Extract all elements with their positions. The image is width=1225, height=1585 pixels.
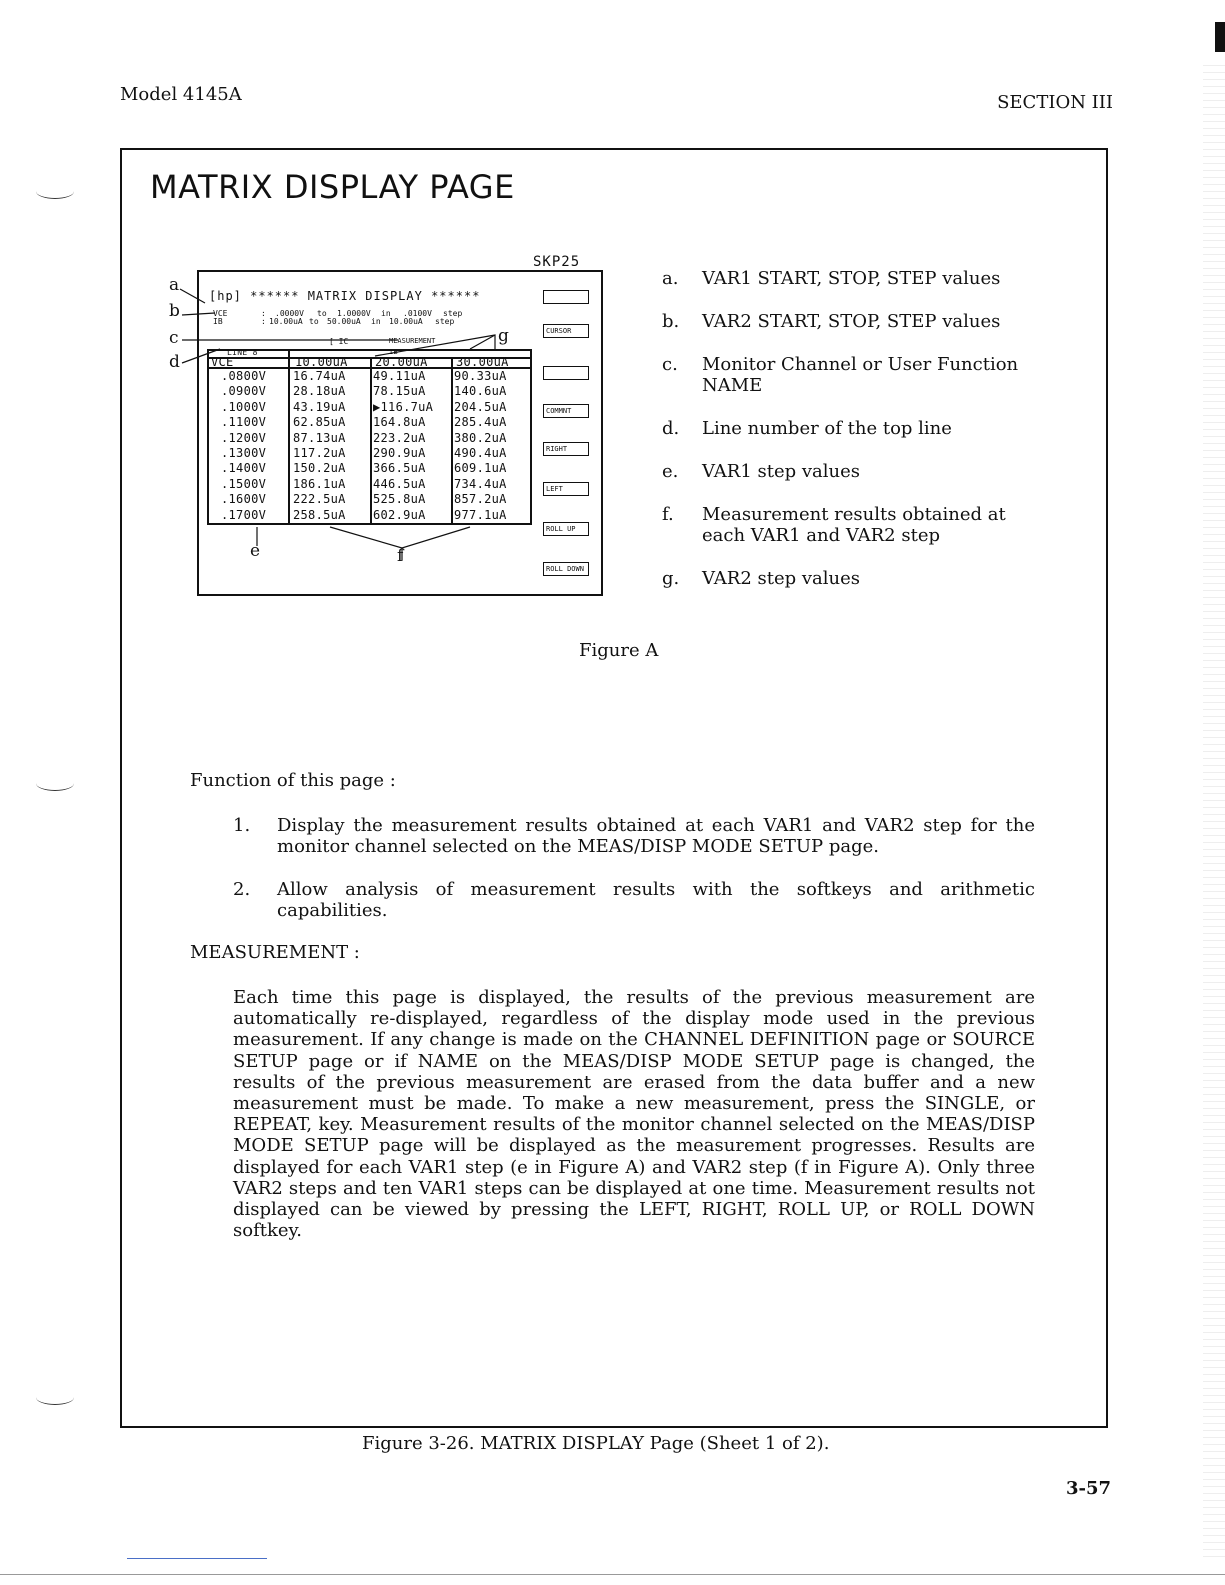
section-header: SECTION III [997, 92, 1113, 113]
callout-g: g [498, 326, 509, 346]
var2-in: in [371, 317, 381, 326]
function-text: Display the measurement results obtained at each VAR1 and VAR2 step for the monitor channel selected on the MEAS/DISP MODE SETUP page. [277, 815, 1035, 857]
legend-key: e. [662, 461, 679, 482]
figure-caption: Figure 3-26. MATRIX DISPLAY Page (Sheet 1 of 2). [362, 1433, 830, 1454]
measurement-cell: 62.85uA [293, 415, 346, 430]
var1-start: .0000V [275, 309, 304, 318]
var2-eq: : [261, 317, 266, 326]
legend-text: VAR1 step values [702, 461, 861, 482]
measurement-paragraph: Each time this page is displayed, the results of the previous measurement are automatically re-displayed, regardless of the display mode used in the previous measurement. If any change is made on the CHANNEL DEFINITION page or SOURCE SETUP page or if NAME on the MEAS/DISP MODE SETUP page is changed, the results of the previous measurement are erased from the data buffer and a new measurement must be made. To make a new measurement, press the SINGLE, or REPEAT, key. Measurement results of the monitor channel selected on the MEAS/DISP MODE SETUP page will be displayed as the measurement progresses. Results are displayed for each VAR1 step (e in Figure A) and VAR2 step (f in Figure A). Only three VAR2 steps and ten VAR1 steps can be displayed at one time. Measurement results not displayed can be viewed by pressing the LEFT, RIGHT, ROLL UP, or ROLL DOWN softkey. [233, 987, 1035, 1242]
measurement-cell: ▶116.7uA [373, 399, 434, 414]
var2-stop: 50.00uA [327, 317, 361, 326]
var2-step: 10.00uA [389, 317, 423, 326]
measurement-cell: 78.15uA [373, 384, 426, 399]
legend-text: Monitor Channel or User Function NAME [702, 354, 1019, 396]
var1-eq: : [261, 309, 266, 318]
measurement-cell: 140.6uA [454, 384, 507, 399]
measurement-cell: 977.1uA [454, 507, 507, 522]
legend-key: g. [662, 568, 680, 589]
var1-step-value: .1500V [221, 476, 267, 491]
legend-text: VAR2 step values [702, 568, 861, 589]
legend-key: d. [662, 418, 680, 439]
function-heading: Function of this page : [190, 770, 396, 791]
var2-step-unit: step [435, 317, 455, 326]
measurement-cell: 28.18uA [293, 384, 346, 399]
softkey-right[interactable]: RIGHT [543, 442, 589, 456]
legend-text: Line number of the top line [702, 418, 952, 439]
legend-key: b. [662, 311, 680, 332]
measurement-cell: 446.5uA [373, 476, 426, 491]
bottom-edge-line [0, 1574, 1225, 1575]
legend-text: Measurement results obtained at each VAR1 and VAR2 step [702, 504, 1006, 546]
var1-stop: 1.0000V [337, 309, 371, 318]
page-title: MATRIX DISPLAY PAGE [150, 168, 515, 206]
legend-text: VAR2 START, STOP, STEP values [702, 311, 1001, 332]
callout-c: c [169, 328, 179, 348]
underline-mark [127, 1558, 267, 1559]
legend-key: c. [662, 354, 678, 375]
var2-value: 30.00uA [456, 355, 509, 369]
var2-label: IB [389, 348, 399, 356]
var2-value: 20.00uA [375, 355, 428, 369]
measurement-cell: 366.5uA [373, 461, 426, 476]
measurement-cell: 49.11uA [373, 369, 426, 383]
monitor-channel-label: [ IC [329, 337, 349, 346]
model-header: Model 4145A [120, 84, 242, 105]
legend-key: a. [662, 268, 679, 289]
callout-b: b [169, 301, 180, 321]
var1-step-value: .1200V [221, 430, 267, 445]
measurement-cell: 204.5uA [454, 399, 507, 414]
var2-name: IB [213, 317, 223, 326]
measurement-cell: 223.2uA [373, 430, 426, 445]
function-number: 1. [233, 815, 251, 836]
var1-step-value: .1000V [221, 399, 267, 414]
measurement-cell: 602.9uA [373, 507, 426, 522]
page-number: 3-57 [1065, 1478, 1111, 1499]
measurement-label: MEASUREMENT [389, 337, 436, 345]
measurement-cell: 16.74uA [293, 369, 346, 383]
var2-value: 10.00uA [295, 355, 348, 369]
var1-step-unit: step [443, 309, 463, 318]
screen-title: [hp] ****** MATRIX DISPLAY ****** [209, 289, 481, 303]
measurement-cell: 90.33uA [454, 369, 507, 383]
callout-d: d [169, 352, 180, 372]
measurement-cell: 117.2uA [293, 446, 346, 460]
legend-key: f. [662, 504, 674, 525]
var1-step-value: .1300V [221, 446, 267, 460]
var1-step-value: .0800V [221, 369, 267, 383]
measurement-cell: 380.2uA [454, 430, 507, 445]
function-text: Allow analysis of measurement results with the softkeys and arithmetic capabilities. [277, 879, 1035, 921]
var1-name: VCE [213, 309, 228, 318]
callout-e: e [250, 541, 261, 561]
softkey-roll-down[interactable]: ROLL DOWN [543, 562, 589, 576]
softkey-roll-up[interactable]: ROLL UP [543, 522, 589, 536]
measurement-cell: 734.4uA [454, 476, 507, 491]
measurement-cell: 150.2uA [293, 461, 346, 476]
measurement-heading: MEASUREMENT : [190, 942, 360, 963]
var1-to: to [317, 309, 327, 318]
var1-column-header: VCE [211, 355, 234, 369]
measurement-cell: 43.19uA [293, 399, 346, 414]
callout-a: a [169, 275, 180, 295]
callout-f: f [397, 546, 404, 566]
figure-a-label: Figure A [579, 640, 659, 661]
measurement-cell: 857.2uA [454, 492, 507, 507]
var1-step-value: .0900V [221, 384, 267, 399]
softkey-left[interactable]: LEFT [543, 482, 589, 496]
measurement-cell: 525.8uA [373, 492, 426, 507]
var1-step: .0100V [403, 309, 432, 318]
measurement-cell: 186.1uA [293, 476, 346, 491]
measurement-cell: 222.5uA [293, 492, 346, 507]
var1-step-value: .1100V [221, 415, 267, 430]
var1-step-value: .1700V [221, 507, 267, 522]
measurement-cell: 609.1uA [454, 461, 507, 476]
measurement-cell: 285.4uA [454, 415, 507, 430]
measurement-cell: 87.13uA [293, 430, 346, 445]
var2-to: to [309, 317, 319, 326]
function-number: 2. [233, 879, 251, 900]
softkey-comment[interactable]: COMMNT [543, 404, 589, 418]
var1-in: in [381, 309, 391, 318]
line-number-label: LINE 8 [227, 348, 258, 357]
legend-text: VAR1 START, STOP, STEP values [702, 268, 1001, 289]
measurement-cell: 290.9uA [373, 446, 426, 460]
measurement-cell: 164.8uA [373, 415, 426, 430]
measurement-cell: 490.4uA [454, 446, 507, 460]
var1-step-value: .1400V [221, 461, 267, 476]
figure-id: SKP25 [533, 254, 581, 270]
softkey-cursor[interactable]: CURSOR [543, 324, 589, 338]
measurement-cell: 258.5uA [293, 507, 346, 522]
var2-start: 10.00uA [269, 317, 303, 326]
var1-step-value: .1600V [221, 492, 267, 507]
